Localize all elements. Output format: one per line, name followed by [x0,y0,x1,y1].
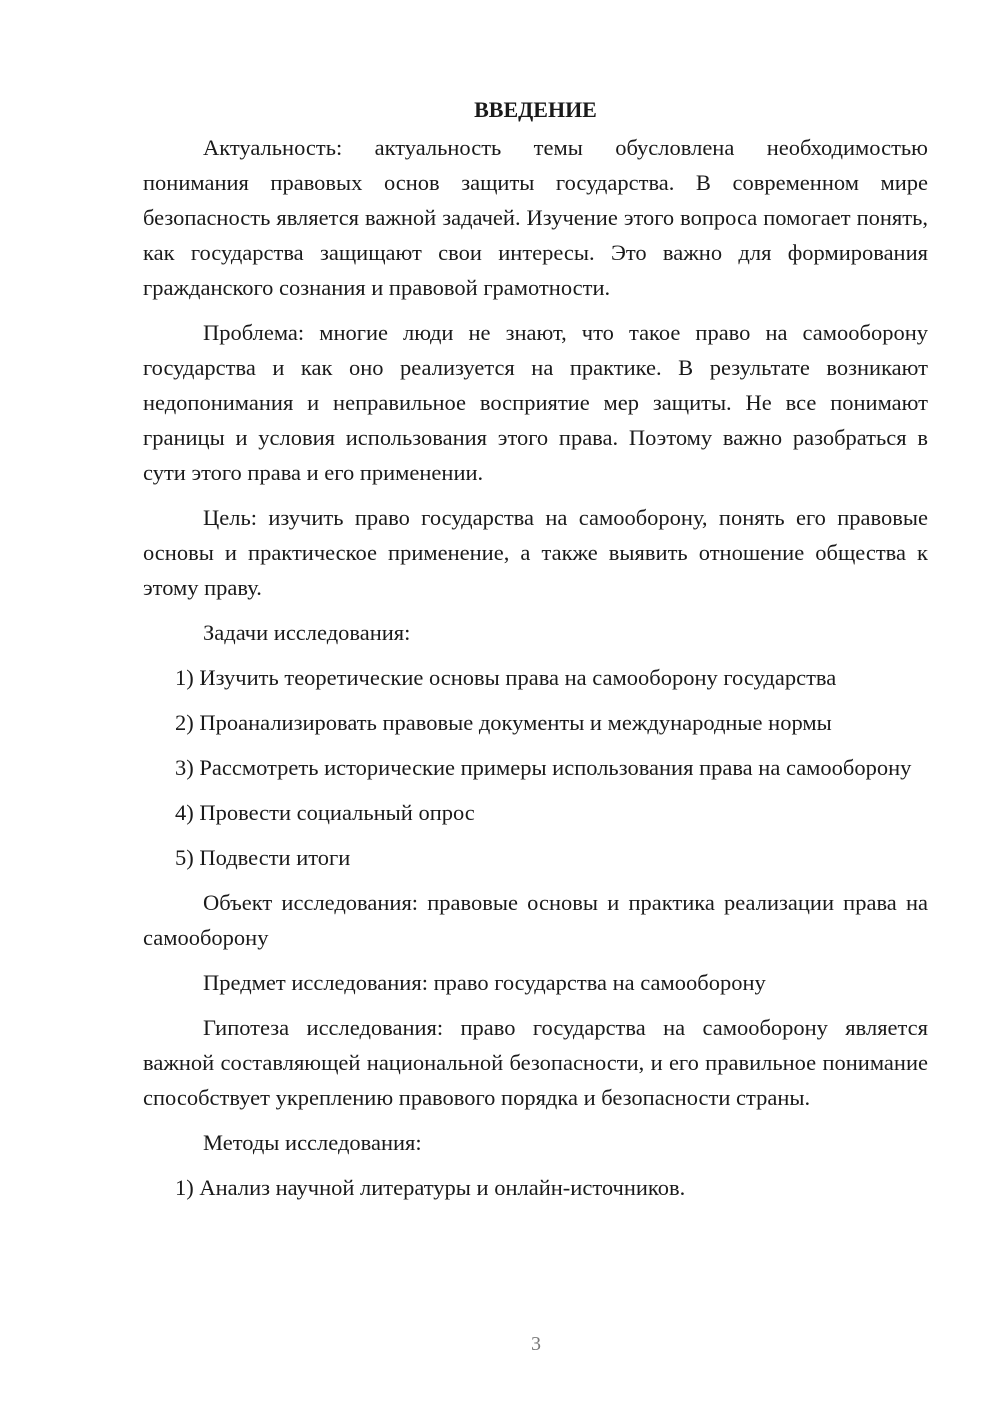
methods-heading: Методы исследования: [203,1130,422,1155]
task-item: 1) Изучить теоретические основы права на самооборону государства [175,665,837,690]
goal-paragraph: Цель: изучить право государства на самооборону, понять его правовые основы и практическое применение, а также выявить отношение общества к этому праву. [143,505,928,600]
hypothesis-paragraph: Гипотеза исследования: право государства на самооборону является важной составляющей национальной безопасности, и его правильное понимание способствует укреплению правового порядка и безопасности страны. [143,1015,928,1110]
section-title: ВВЕДЕНИЕ [474,97,597,122]
problem-paragraph: Проблема: многие люди не знают, что такое право на самооборону государства и как оно реализуется на практике. В результате возникают недопонимания и неправильное восприятие мер защиты. Не все понимают границы и условия использования этого права. Поэтому важно разобраться в сути этого права и его применении. [143,320,928,485]
task-item: 4) Провести социальный опрос [175,800,475,825]
task-item: 5) Подвести итоги [175,845,351,870]
subject-paragraph: Предмет исследования: право государства на самооборону [203,970,766,995]
document-page [143,92,928,1215]
method-item: 1) Анализ научной литературы и онлайн-источников. [175,1175,686,1200]
object-paragraph: Объект исследования: правовые основы и практика реализации права на самооборону [143,890,928,950]
task-item: 2) Проанализировать правовые документы и международные нормы [175,710,832,735]
task-item: 3) Рассмотреть исторические примеры использования права на самооборону [175,755,912,780]
page-number: 3 [531,1333,541,1355]
tasks-heading: Задачи исследования: [203,620,411,645]
relevance-paragraph: Актуальность: актуальность темы обусловлена необходимостью понимания правовых основ защиты государства. В современном мире безопасность является важной задачей. Изучение этого вопроса помогает понять, как государства защищают свои интересы. Это важно для формирования гражданского сознания и правовой грамотности. [143,135,928,300]
